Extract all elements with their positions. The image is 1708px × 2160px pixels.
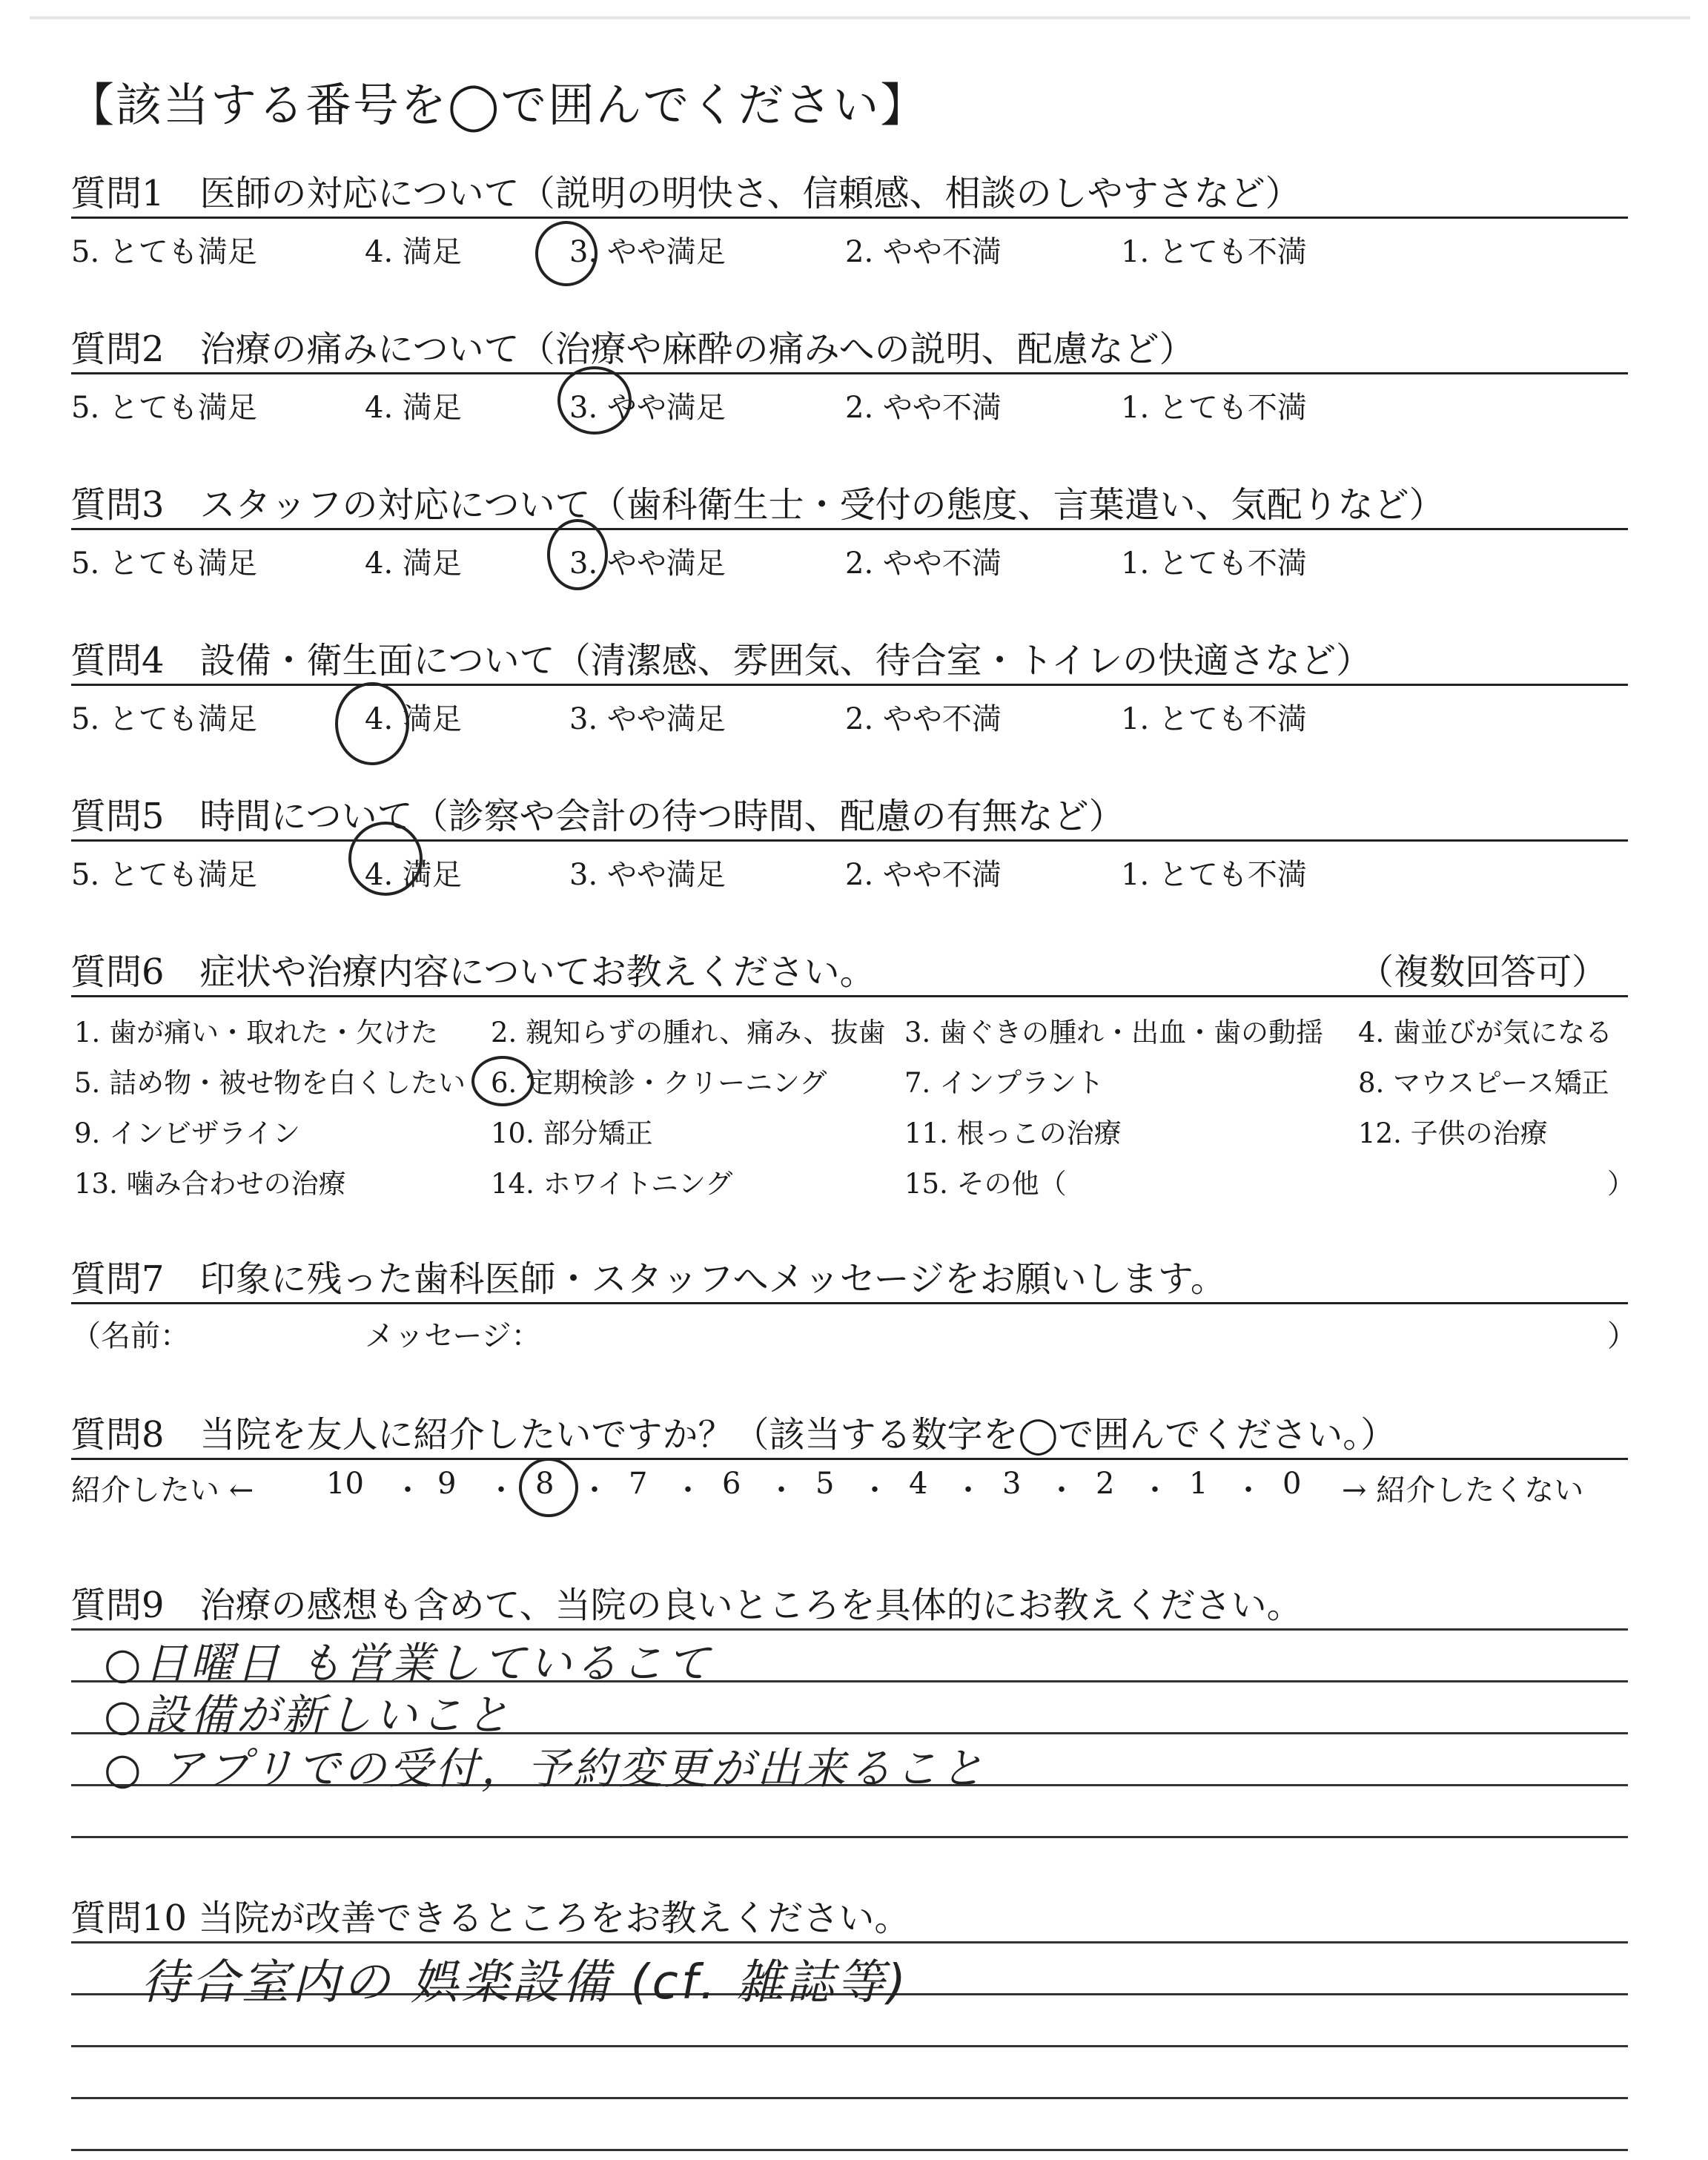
- scan-top-edge: [30, 16, 1690, 19]
- q10-rule-3: [71, 2045, 1628, 2047]
- q9-answer-2: ○設備が新しいこと: [104, 1690, 512, 1740]
- q8-scale-3[interactable]: 3: [1002, 1467, 1022, 1501]
- q8-scale-1[interactable]: 1: [1189, 1467, 1208, 1501]
- q1-option-5[interactable]: 5. とても満足: [71, 235, 257, 269]
- q7-rule: [71, 1302, 1628, 1304]
- q1-option-4[interactable]: 4. 満足: [365, 235, 462, 269]
- q4-option-3[interactable]: 3. やや満足: [569, 702, 726, 736]
- q6-item-11[interactable]: 11. 根っこの治療: [904, 1117, 1122, 1149]
- q8-scale-6[interactable]: 6: [722, 1467, 741, 1501]
- q10-title: 質問10 当院が改善できるところをお教えください。: [70, 1898, 910, 1939]
- q8-dot: ・: [1234, 1473, 1263, 1507]
- q5-option-1[interactable]: 1. とても不満: [1121, 858, 1307, 892]
- q8-scale-0[interactable]: 0: [1282, 1467, 1302, 1501]
- q8-dot: ・: [767, 1473, 796, 1507]
- q9-answer-3: ○ アプリでの受付，予約変更が出来ること: [104, 1743, 987, 1794]
- q1-option-2[interactable]: 2. やや不満: [845, 235, 1002, 269]
- q8-scale-7[interactable]: 7: [629, 1467, 648, 1501]
- q7-title: 質問7 印象に残った歯科医師・スタッフへメッセージをお願いします。: [70, 1258, 1226, 1300]
- q6-item-8[interactable]: 8. マウスピース矯正: [1358, 1067, 1609, 1099]
- q4-title: 質問4 設備・衛生面について（清潔感、雰囲気、待合室・トイレの快適さなど）: [70, 640, 1372, 681]
- form-heading: 【該当する番号を◯で囲んでください】: [68, 78, 928, 132]
- q7-name-label[interactable]: （名前：: [71, 1319, 190, 1353]
- q6-item-9[interactable]: 9. インビザライン: [74, 1117, 300, 1149]
- q7-close: ）: [1607, 1319, 1637, 1353]
- q3-option-4[interactable]: 4. 満足: [365, 546, 462, 581]
- q8-dot: ・: [673, 1473, 703, 1507]
- q4-selection-circle: [335, 682, 409, 765]
- q2-option-2[interactable]: 2. やや不満: [845, 391, 1002, 425]
- q6-item-7[interactable]: 7. インプラント: [904, 1067, 1105, 1099]
- q3-title: 質問3 スタッフの対応について（歯科衛生士・受付の態度、言葉遣い、気配りなど）: [70, 484, 1445, 526]
- q2-title: 質問2 治療の痛みについて（治療や麻酔の痛みへの説明、配慮など）: [70, 328, 1195, 370]
- q8-scale-4[interactable]: 4: [909, 1467, 928, 1501]
- q2-rule: [71, 372, 1628, 374]
- q1-title: 質問1 医師の対応について（説明の明快さ、信頼感、相談のしやすさなど）: [70, 173, 1301, 214]
- q6-item-2[interactable]: 2. 親知らずの腫れ、痛み、抜歯: [491, 1017, 886, 1048]
- q8-dot: ・: [953, 1473, 983, 1507]
- q9-answer-1: ○日曜日 も営業しているこて: [104, 1638, 713, 1688]
- q4-rule: [71, 684, 1628, 686]
- q8-left-label: 紹介したい ←: [71, 1473, 254, 1507]
- q3-option-5[interactable]: 5. とても満足: [71, 546, 257, 581]
- q6-item-12[interactable]: 12. 子供の治療: [1358, 1117, 1548, 1149]
- q6-item-1[interactable]: 1. 歯が痛い・取れた・欠けた: [74, 1017, 439, 1048]
- q6-multiple-note: （複数回答可）: [1358, 951, 1608, 993]
- q8-scale-8[interactable]: 8: [535, 1467, 555, 1501]
- q3-rule: [71, 528, 1628, 530]
- q2-option-3[interactable]: 3. やや満足: [569, 391, 726, 425]
- q8-scale-9[interactable]: 9: [437, 1467, 457, 1501]
- q4-option-5[interactable]: 5. とても満足: [71, 702, 257, 736]
- q6-item-14[interactable]: 14. ホワイトニング: [491, 1168, 733, 1200]
- q1-option-1[interactable]: 1. とても不満: [1121, 235, 1307, 269]
- q6-item-4[interactable]: 4. 歯並びが気になる: [1358, 1017, 1613, 1048]
- q2-option-4[interactable]: 4. 満足: [365, 391, 462, 425]
- q10-rule-4: [71, 2097, 1628, 2099]
- q8-title: 質問8 当院を友人に紹介したいですか？（該当する数字を◯で囲んでください。）: [70, 1414, 1397, 1456]
- q8-dot: ・: [1047, 1473, 1076, 1507]
- q4-option-1[interactable]: 1. とても不満: [1121, 702, 1307, 736]
- q6-title: 質問6 症状や治療内容についてお教えください。: [70, 951, 875, 993]
- q6-rule: [71, 995, 1628, 997]
- q6-item-5[interactable]: 5. 詰め物・被せ物を白くしたい: [74, 1067, 466, 1099]
- q9-rule-5: [71, 1836, 1628, 1838]
- q8-selection-circle: [519, 1458, 578, 1517]
- q1-selection-circle: [535, 221, 598, 286]
- q8-dot: ・: [393, 1473, 423, 1507]
- q5-selection-circle: [348, 822, 423, 896]
- q5-title: 質問5 時間について（診察や会計の待つ時間、配慮の有無など）: [70, 796, 1125, 837]
- q8-dot: ・: [860, 1473, 890, 1507]
- q4-option-4[interactable]: 4. 満足: [365, 702, 462, 736]
- q6-item-15[interactable]: 15. その他（: [904, 1168, 1067, 1200]
- q2-selection-circle: [557, 366, 632, 435]
- q7-message-label[interactable]: メッセージ：: [365, 1319, 541, 1353]
- q8-scale-5[interactable]: 5: [815, 1467, 835, 1501]
- q5-option-2[interactable]: 2. やや不満: [845, 858, 1002, 892]
- q3-option-3[interactable]: 3. やや満足: [569, 546, 726, 581]
- q5-option-4[interactable]: 4. 満足: [365, 858, 462, 892]
- q10-answer-1: 待合室内の 娯楽設備 (cf. 雑誌等): [141, 1955, 909, 2010]
- q2-option-1[interactable]: 1. とても不満: [1121, 391, 1307, 425]
- q6-item-6[interactable]: 6. 定期検診・クリーニング: [491, 1067, 827, 1099]
- q6-selection-circle: [471, 1056, 534, 1106]
- q8-dot: ・: [486, 1473, 516, 1507]
- q1-option-3[interactable]: 3. やや満足: [569, 235, 726, 269]
- q1-rule: [71, 217, 1628, 219]
- q2-option-5[interactable]: 5. とても満足: [71, 391, 257, 425]
- q9-title: 質問9 治療の感想も含めて、当院の良いところを具体的にお教えください。: [70, 1585, 1302, 1626]
- q8-right-label: → 紹介したくない: [1342, 1473, 1584, 1507]
- q8-scale-10[interactable]: 10: [326, 1467, 364, 1501]
- q5-option-5[interactable]: 5. とても満足: [71, 858, 257, 892]
- q10-rule-1: [71, 1941, 1628, 1943]
- q5-rule: [71, 839, 1628, 842]
- q8-dot: ・: [1140, 1473, 1170, 1507]
- q6-item-10[interactable]: 10. 部分矯正: [491, 1117, 653, 1149]
- q8-scale-2[interactable]: 2: [1096, 1467, 1115, 1501]
- q4-option-2[interactable]: 2. やや不満: [845, 702, 1002, 736]
- q3-selection-circle: [547, 519, 608, 590]
- q6-other-close: ）: [1607, 1168, 1635, 1200]
- q10-rule-5: [71, 2149, 1628, 2151]
- q6-item-3[interactable]: 3. 歯ぐきの腫れ・出血・歯の動揺: [904, 1017, 1324, 1048]
- q6-item-13[interactable]: 13. 噛み合わせの治療: [74, 1168, 346, 1200]
- q8-dot: ・: [580, 1473, 609, 1507]
- q8-scale: [71, 1467, 1628, 1505]
- q3-option-1[interactable]: 1. とても不満: [1121, 546, 1307, 581]
- q3-option-2[interactable]: 2. やや不満: [845, 546, 1002, 581]
- q8-rule: [71, 1458, 1628, 1460]
- q5-option-3[interactable]: 3. やや満足: [569, 858, 726, 892]
